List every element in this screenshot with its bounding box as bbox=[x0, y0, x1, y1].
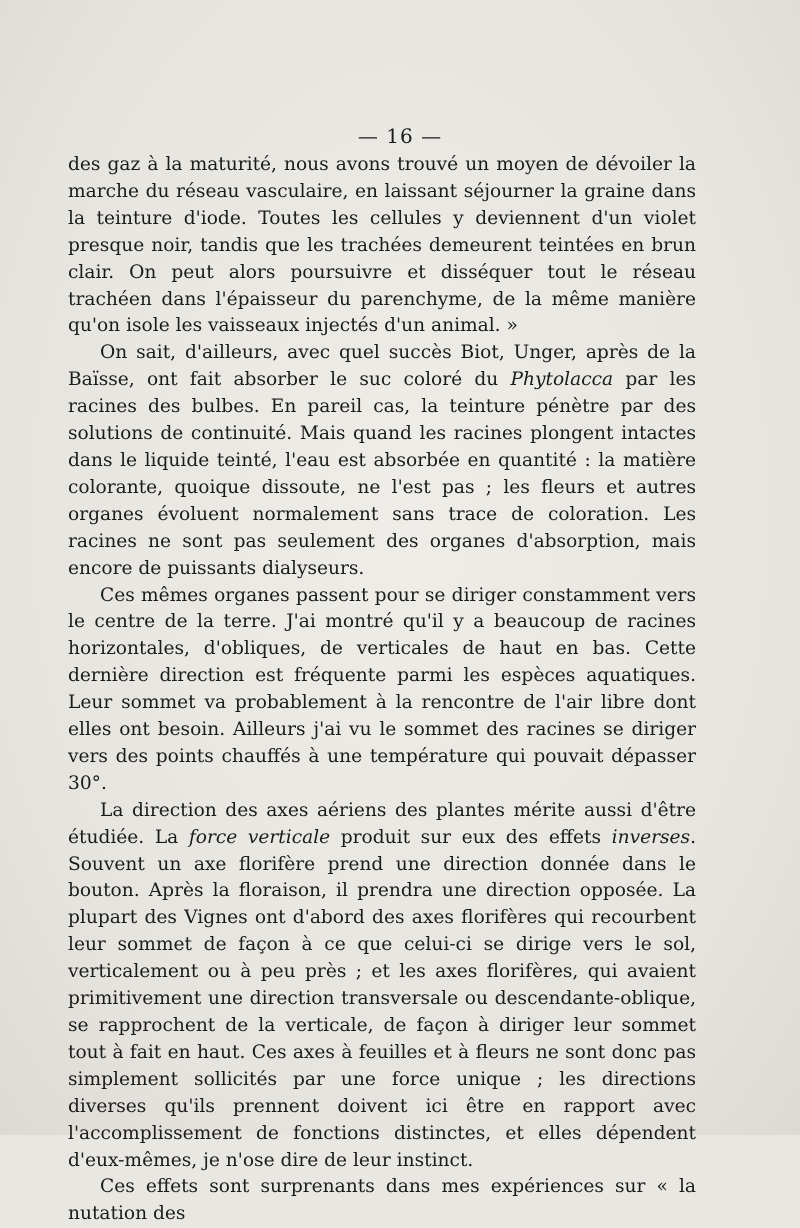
text-run: La direction des axes aériens des plantes mérite aussi d'être étudiée. La bbox=[68, 799, 696, 848]
text-run: Ces effets sont surprenants dans mes expériences sur « la nutation des bbox=[68, 1176, 696, 1225]
italic-text: force verticale bbox=[188, 826, 331, 848]
paragraph bbox=[68, 798, 696, 1175]
paragraph bbox=[68, 340, 696, 582]
italic-text: inverses bbox=[611, 826, 691, 848]
paragraph bbox=[68, 152, 696, 340]
text-run: Ces mêmes organes passent pour se diriger constamment vers le centre de la terre. J'ai montré qu'il y a beaucoup de racines horizontales, d'obliques, de verticales de haut en bas. Cette dernière direction est fréquente parmi les espèces aquatiques. Leur sommet va probablement à la rencontre de l'air libre dont elles ont besoin. Ailleurs j'ai vu le sommet des racines se diriger vers des points chauffés à une température qui pouvait dépasser 30°. bbox=[68, 584, 696, 794]
text-run: produit sur eux des effets bbox=[330, 826, 612, 848]
paragraph bbox=[68, 583, 696, 798]
italic-text: Phytolacca bbox=[510, 369, 614, 391]
paragraph bbox=[68, 1174, 696, 1228]
body-text bbox=[68, 152, 696, 1228]
text-run: par les racines des bulbes. En pareil cas, la teinture pénètre par des solutions de continuité. Mais quand les racines plongent intactes dans le liquide teinté, l'eau est absorbée en quantité : la matière colorante, quoique dissoute, ne l'est pas ; les fleurs et autres organes évoluent normalement sans trace de coloration. Les racines ne sont pas seulement des organes d'absorption, mais encore de puissants dialyseurs. bbox=[68, 369, 696, 579]
page-number: — 16 — bbox=[357, 124, 443, 148]
text-run: des gaz à la maturité, nous avons trouvé un moyen de dévoiler la marche du réseau vasculaire, en laissant séjourner la graine dans la teinture d'iode. Toutes les cellules y deviennent d'un violet presque noir, tandis que les trachées demeurent teintées en brun clair. On peut alors poursuivre et disséquer tout le réseau trachéen dans l'épaisseur du parenchyme, de la même manière qu'on isole les vaisseaux injectés d'un animal. » bbox=[68, 154, 696, 337]
text-run: On sait, d'ailleurs, avec quel succès Biot, Unger, après de la Baïsse, ont fait absorber le suc coloré du bbox=[68, 342, 696, 391]
text-run: . Souvent un axe florifère prend une direction donnée dans le bouton. Après la floraison, il prendra une direction opposée. La plupart des Vignes ont d'abord des axes florifères qui recourbent leur sommet de façon à ce que celui-ci se dirige vers le sol, verticalement ou à peu près ; et les axes florifères, qui avaient primitivement une direction transversale ou descendante-oblique, se rapprochent de la verticale, de façon à diriger leur sommet tout à fait en haut. Ces axes à feuilles et à fleurs ne sont donc pas simplement sollicités par une force unique ; les directions diverses qu'ils prennent doivent ici être en rapport avec l'accomplissement de fonctions distinctes, et elles dépendent d'eux-mêmes, je n'ose dire de leur instinct. bbox=[68, 826, 696, 1171]
